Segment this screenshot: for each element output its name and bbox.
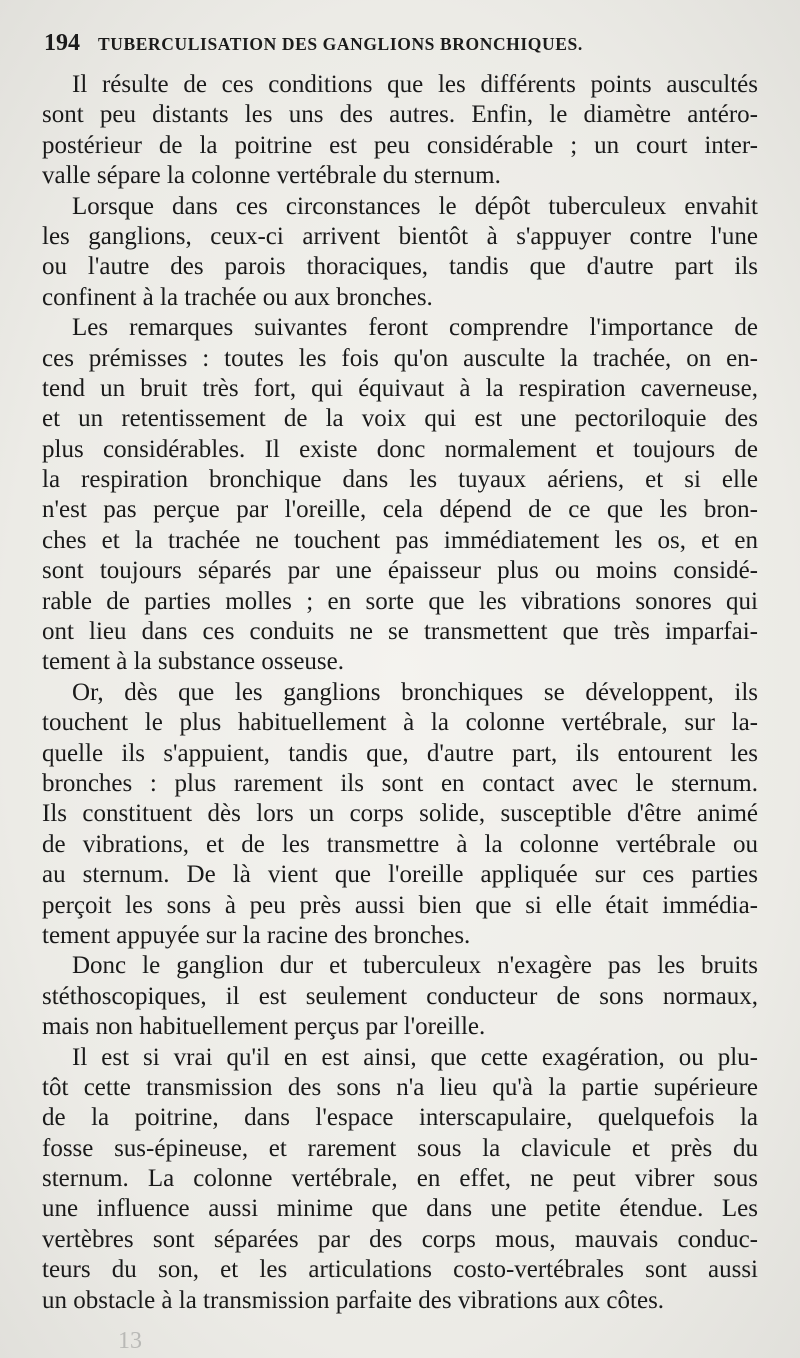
paragraph bbox=[42, 678, 758, 952]
text-line: ces prémisses : toutes les fois qu'on ausculte la trachée, on en- bbox=[42, 344, 758, 372]
text-line: tôt cette transmission des sons n'a lieu qu'à la partie supérieure bbox=[42, 1073, 758, 1101]
text-line: Lorsque dans ces circonstances le dépôt tuberculeux envahit bbox=[72, 192, 758, 220]
text-line: Or, dès que les ganglions bronchiques se développent, ils bbox=[72, 678, 758, 706]
text-line: vertèbres sont séparées par des corps mous, mauvais conduc- bbox=[42, 1225, 758, 1253]
text-line: tement appuyée sur la racine des bronches. bbox=[42, 921, 471, 949]
text-line: quelle ils s'appuient, tandis que, d'autre part, ils entourent les bbox=[42, 739, 758, 767]
text-line: et un retentissement de la voix qui est une pectoriloquie des bbox=[42, 405, 758, 433]
body-text bbox=[42, 70, 758, 1316]
text-line: Il résulte de ces conditions que les différents points auscultés bbox=[72, 71, 758, 98]
text-line: la respiration bronchique dans les tuyaux aériens, et si elle bbox=[42, 466, 758, 494]
text-line: sternum. La colonne vertébrale, en effet, ne peut vibrer sous bbox=[42, 1165, 758, 1193]
paragraph bbox=[42, 1043, 758, 1317]
text-line: perçoit les sons à peu près aussi bien que si elle était immédia- bbox=[42, 891, 758, 919]
text-line: rable de parties molles ; en sorte que les vibrations sonores qui bbox=[42, 587, 758, 615]
text-line: teurs du son, et les articulations costo-vertébrales sont aussi bbox=[42, 1256, 758, 1284]
paragraph bbox=[42, 70, 758, 192]
text-line: confinent à la trachée ou aux bronches. bbox=[42, 283, 433, 311]
text-line: valle sépare la colonne vertébrale du sternum. bbox=[42, 162, 501, 190]
text-line: tend un bruit très fort, qui équivaut à la respiration caverneuse, bbox=[42, 374, 758, 402]
text-line: au sternum. De là vient que l'oreille appliquée sur ces parties bbox=[42, 861, 758, 889]
text-line: bronches : plus rarement ils sont en contact avec le sternum. bbox=[42, 769, 758, 797]
text-line: Les remarques suivantes feront comprendre l'importance de bbox=[72, 314, 758, 342]
text-line: ont lieu dans ces conduits ne se transmettent que très imparfai- bbox=[42, 618, 758, 646]
running-title: TUBERCULISATION DES GANGLIONS BRONCHIQUES. bbox=[98, 34, 583, 54]
text-line: de la poitrine, dans l'espace interscapulaire, quelquefois la bbox=[42, 1104, 758, 1132]
text-line: tement à la substance osseuse. bbox=[42, 648, 344, 676]
text-line: mais non habituellement perçus par l'oreille. bbox=[42, 1013, 486, 1041]
text-line: un obstacle à la transmission parfaite des vibrations aux côtes. bbox=[42, 1286, 665, 1314]
text-line: n'est pas perçue par l'oreille, cela dépend de ce que les bron- bbox=[42, 496, 758, 524]
text-line: postérieur de la poitrine est peu considérable ; un court inter- bbox=[42, 131, 758, 159]
paragraph bbox=[42, 192, 758, 314]
page-number: 194 bbox=[44, 30, 80, 56]
paragraph bbox=[42, 951, 758, 1042]
text-line: plus considérables. Il existe donc normalement et toujours de bbox=[42, 435, 758, 463]
signature-mark: 13 bbox=[118, 1328, 142, 1354]
text-line: Donc le ganglion dur et tuberculeux n'exagère pas les bruits bbox=[72, 952, 758, 980]
text-line: fosse sus-épineuse, et rarement sous la clavicule et près du bbox=[42, 1134, 758, 1162]
text-line: Il est si vrai qu'il en est ainsi, que cette exagération, ou plu- bbox=[72, 1043, 758, 1071]
text-line: Ils constituent dès lors un corps solide, susceptible d'être animé bbox=[42, 800, 758, 828]
text-line: ou l'autre des parois thoraciques, tandis que d'autre part ils bbox=[42, 253, 758, 281]
page-header bbox=[44, 30, 764, 66]
text-line: touchent le plus habituellement à la colonne vertébrale, sur la- bbox=[42, 709, 758, 737]
text-line: sont peu distants les uns des autres. Enfin, le diamètre antéro- bbox=[42, 101, 758, 129]
text-line: de vibrations, et de les transmettre à la colonne vertébrale ou bbox=[42, 830, 758, 858]
text-line: stéthoscopiques, il est seulement conducteur de sons normaux, bbox=[42, 982, 758, 1010]
text-line: une influence aussi minime que dans une petite étendue. Les bbox=[42, 1195, 758, 1223]
text-line: sont toujours séparés par une épaisseur plus ou moins considé- bbox=[42, 557, 758, 585]
text-line: les ganglions, ceux-ci arrivent bientôt à s'appuyer contre l'une bbox=[42, 222, 758, 250]
text-line: ches et la trachée ne touchent pas immédiatement les os, et en bbox=[42, 526, 758, 554]
paragraph bbox=[42, 313, 758, 678]
